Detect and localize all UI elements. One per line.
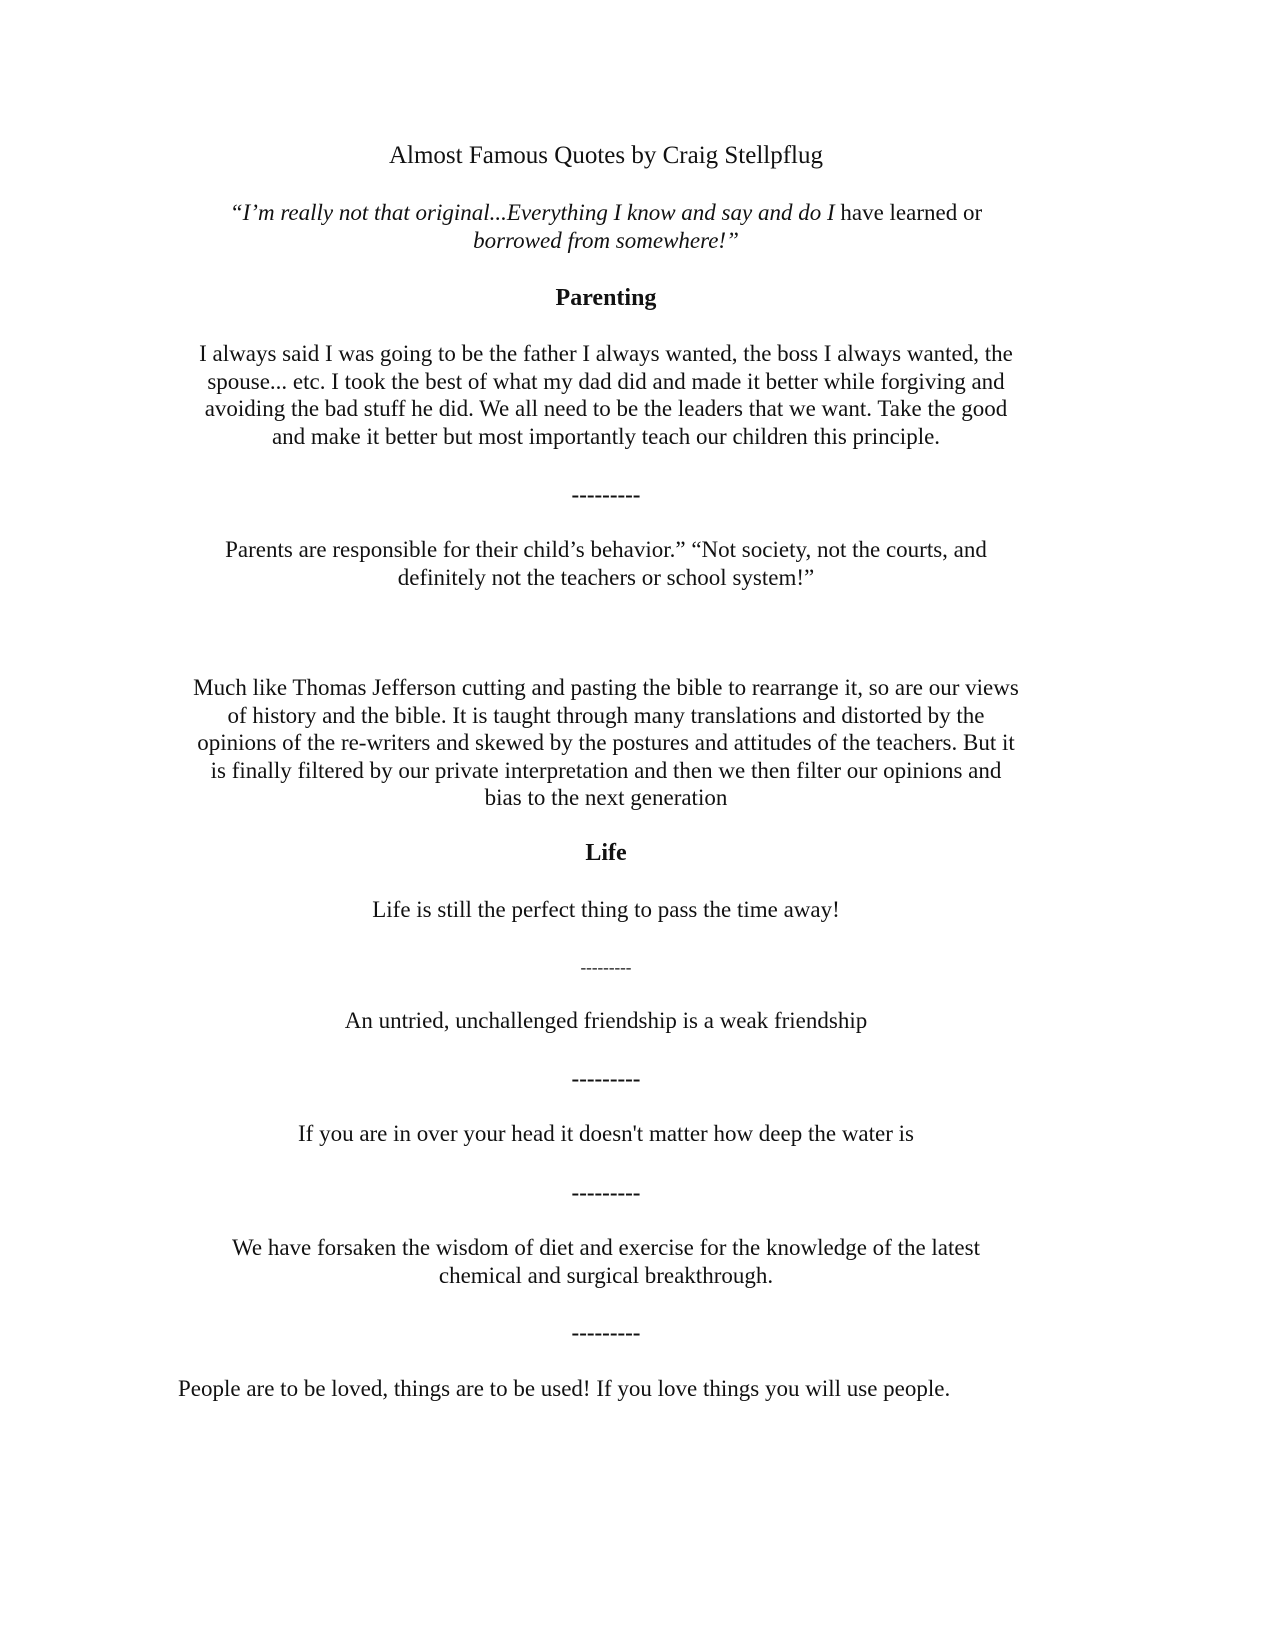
line: chemical and surgical breakthrough.	[438, 1262, 774, 1288]
separator: ---------	[571, 1066, 641, 1091]
line: Parents are responsible for their child’s behavior.” “Not society, not the courts, and	[225, 537, 987, 562]
epigraph-line-2: borrowed from somewhere!”	[473, 227, 739, 253]
paragraph-parents	[0, 536, 1212, 591]
quote-friendship: An untried, unchallenged friendship is a weak friendship	[344, 1008, 868, 1033]
line: bias to the next generation	[484, 785, 728, 810]
line: is finally filtered by our private interpretation and then we then filter our opinions and	[210, 757, 1002, 783]
quote-life: Life is still the perfect thing to pass the time away!	[372, 897, 840, 922]
heading-life: Life	[585, 840, 627, 866]
line: Much like Thomas Jefferson cutting and pasting the bible to rearrange it, so are our views	[193, 675, 1019, 700]
paragraph-jefferson	[0, 674, 1212, 812]
paragraph-father	[0, 340, 1212, 450]
line: opinions of the re-writers and skewed by the postures and attitudes of the teachers. But it	[197, 730, 1015, 755]
line: spouse... etc. I took the best of what my dad did and made it better while forgiving and	[207, 368, 1005, 394]
separator: ---------	[571, 1180, 641, 1205]
title-text: Almost Famous Quotes by Craig Stellpflug	[388, 142, 824, 169]
quote-diet	[0, 1234, 1212, 1289]
line: of history and the bible. It is taught through many translations and distorted by the	[227, 702, 985, 728]
line: avoiding the bad stuff he did. We all need to be the leaders that we want. Take the good	[204, 396, 1008, 421]
epigraph-rest: have learned or	[834, 200, 983, 225]
line: definitely not the teachers or school system!”	[397, 564, 815, 590]
quote-people: People are to be loved, things are to be used! If you love things you will use people.	[178, 1376, 951, 1401]
separator: ---------	[571, 482, 641, 507]
document-title	[0, 142, 1212, 170]
epigraph	[0, 199, 1212, 254]
heading-parenting: Parenting	[555, 285, 657, 311]
line: We have forsaken the wisdom of diet and exercise for the knowledge of the latest	[232, 1235, 980, 1260]
separator: ---------	[571, 1320, 641, 1345]
epigraph-italic: “I’m really not that original...Everything I know and say and do I	[229, 200, 835, 225]
epigraph-line-1	[0, 199, 1212, 227]
separator: ---------	[580, 958, 632, 977]
line: and make it better but most importantly teach our children this principle.	[271, 423, 941, 449]
line: I always said I was going to be the father I always wanted, the boss I always wanted, the	[199, 341, 1013, 366]
quote-water: If you are in over your head it doesn't matter how deep the water is	[298, 1121, 914, 1146]
